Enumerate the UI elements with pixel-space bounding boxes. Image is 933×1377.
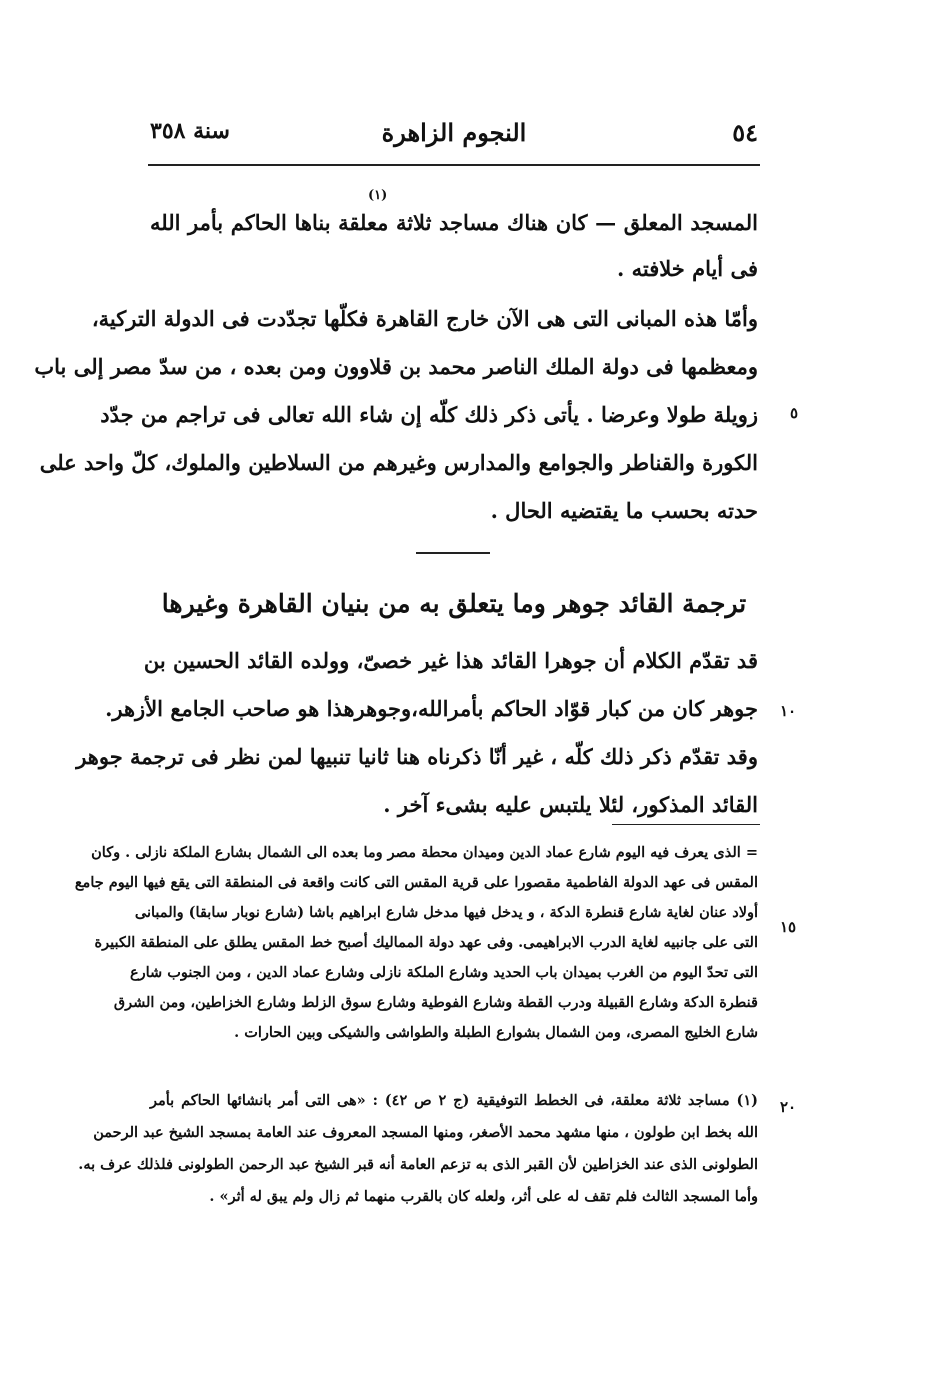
page-number: ٥٤ — [732, 118, 758, 147]
header-rule — [148, 164, 760, 166]
footnote-line: المقس فى عهد الدولة الفاطمية مقصورا على قرية المقس التى كانت واقعة فى المنطقة التى يقع فيها اليوم جامع — [74, 874, 758, 891]
body-line: زويلة طولا وعرضا . يأتى ذكر ذلك كلّه إن شاء الله تعالى فى تراجم من جدّد — [100, 402, 758, 427]
body-line: قد تقدّم الكلام أن جوهرا القائد هذا غير خصىّ، وولده القائد الحسين بن — [143, 648, 758, 673]
footnote-line: الطولونى الذى عند الخزاطين لأن القبر الذى به تزعم العامة أنه قبر الشيخ عبد الرحمن الطولونى فلذلك عرف به. — [78, 1156, 758, 1173]
body-line: وقد تقدّم ذكر ذلك كلّه ، غير أنّا ذكرناه هنا ثانيا تنبيها لمن نظر فى ترجمة جوهر — [76, 744, 758, 769]
footnote-reference: (١) — [368, 188, 388, 203]
body-line: وأمّا هذه المبانى التى هى الآن خارج القاهرة فكلّها تجدّدت فى الدولة التركية، — [91, 306, 758, 331]
footnote-line: (١) مساجد ثلاثة معلقة، فى الخطط التوفيقية (ج ٢ ص ٤٢) : «هى التى أمر بانشائها الحاكم بأمر — [150, 1092, 758, 1109]
margin-line-number: ١٠ — [780, 702, 797, 720]
section-divider — [416, 552, 490, 554]
book-title: النجوم الزاهرة — [381, 118, 527, 147]
margin-line-number: ٢٠ — [780, 1098, 797, 1116]
footnote-line: التى على جانبيه لغاية الدرب الابراهيمى. وفى عهد دولة المماليك أصبح خط المقس يطلق على المنطقة الكبيرة — [94, 934, 758, 951]
body-line: القائد المذكور، لئلا يلتبس عليه بشىء آخر . — [383, 792, 758, 817]
body-line: ومعظمها فى دولة الملك الناصر محمد بن قلاوون ومن بعده ، من سدّ مصر إلى باب — [34, 354, 758, 379]
footnote-line: التى تحدّ اليوم من الغرب بميدان باب الحديد وشارع الملكة نازلى وشارع عماد الدين ، ومن الجنوب شارع — [129, 964, 758, 981]
footnote-line: قنطرة الدكة وشارع القبيلة ودرب القطة وشارع الفوطية وشارع سوق الزلط وشارع الخزاطين، ومن الشرق — [113, 994, 758, 1011]
year-label: سنة ٣٥٨ — [150, 118, 230, 144]
footnote-line: = الذى يعرف فيه اليوم شارع عماد الدين وميدان محطة مصر وما بعده الى الشمال بشارع الملكة نازلى . وكان — [91, 844, 758, 861]
body-line: جوهر كان من كبار قوّاد الحاكم بأمرالله،وجوهرهذا هو صاحب الجامع الأزهر. — [105, 696, 758, 721]
footnote-line: أولاد عنان لغاية شارع قنطرة الدكة ، و يدخل فيها مدخل شارع ابراهيم باشا (شارع نوبار سابقا) والمبانى — [134, 904, 758, 921]
footnote-line: وأما المسجد الثالث فلم تقف له على أثر، ولعله كان بالقرب منهما ثم زال ولم يبق له أثر» . — [209, 1188, 758, 1205]
footnote-line: الله بخط ابن طولون ، منها مشهد محمد الأصغر، ومنها المسجد المعروف عند العامة بمسجد الشيخ عبد الرحمن — [93, 1124, 758, 1141]
section-heading: ترجمة القائد جوهر وما يتعلق به من بنيان القاهرة وغيرها — [161, 589, 747, 618]
footnote-line: شارع الخليج المصرى، ومن الشمال بشوارع الطبلة والطواشى والشيكى وبين الحارات . — [234, 1024, 758, 1041]
page-header — [150, 118, 758, 158]
body-line: فى أيام خلافته . — [616, 256, 758, 281]
margin-line-number: ١٥ — [780, 918, 797, 936]
body-line: المسجد المعلق — كان هناك مساجد ثلاثة معلقة بناها الحاكم بأمر الله — [150, 210, 758, 235]
footnote-rule — [612, 824, 760, 825]
body-line: الكورة والقناطر والجوامع والمدارس وغيرهم من السلاطين والملوك، كلّ واحد على — [39, 450, 758, 475]
body-line: حدته بحسب ما يقتضيه الحال . — [490, 498, 758, 523]
margin-line-number: ٥ — [790, 404, 799, 422]
